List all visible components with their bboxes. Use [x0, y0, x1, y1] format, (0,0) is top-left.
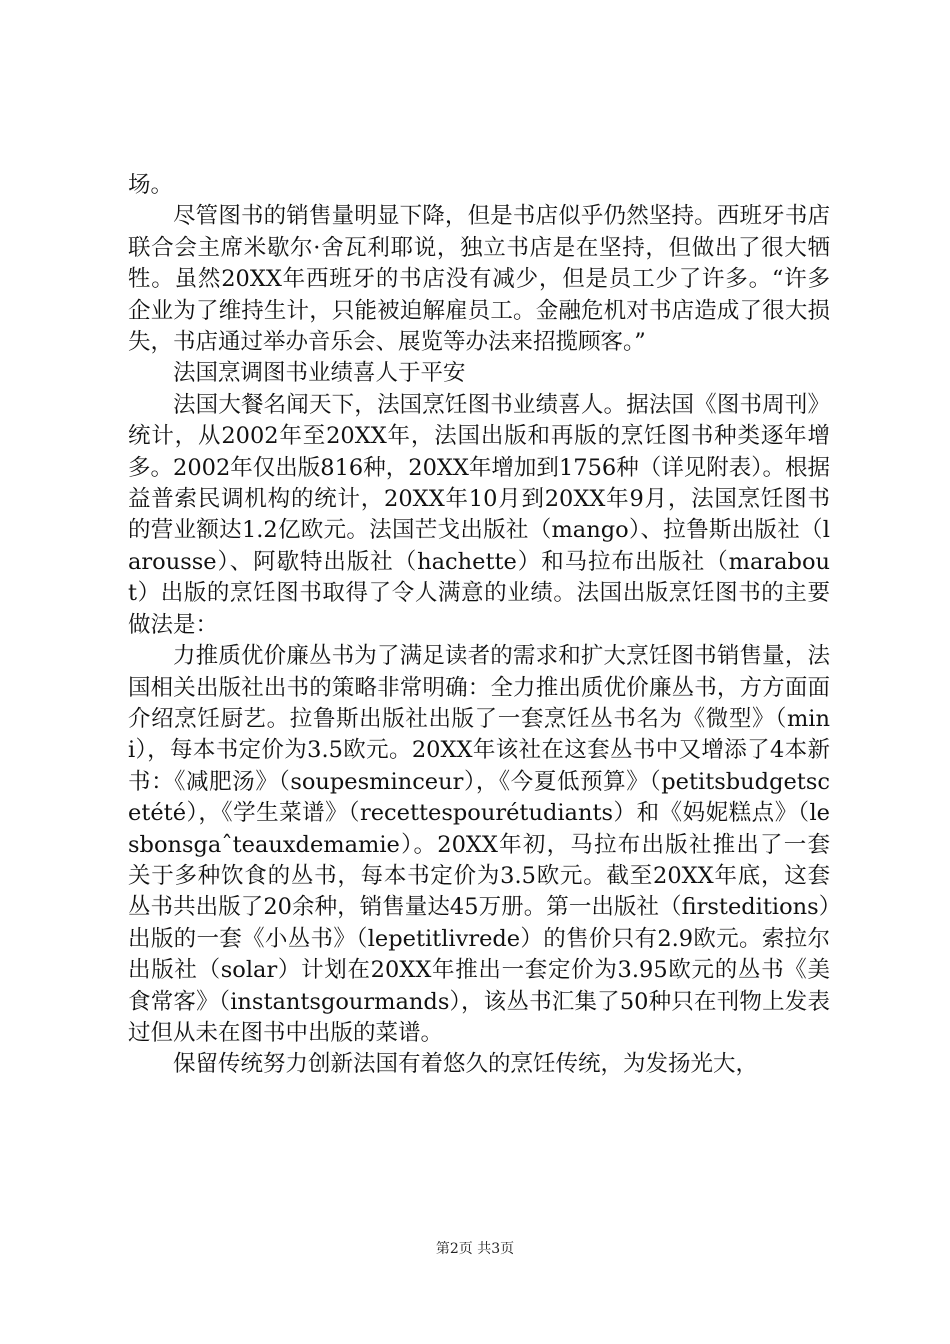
page-footer: 第2页 共3页	[435, 1241, 515, 1257]
document-body	[128, 170, 830, 1081]
section-heading-french-cookbooks: 法国烹调图书业绩喜人于平安	[173, 360, 466, 387]
paragraph-continuation: 场。	[128, 172, 174, 198]
paragraph-tradition-innovation: 保留传统努力创新法国有着悠久的烹饪传统，为发扬光大，	[173, 1051, 759, 1078]
paragraph-spanish-bookstores: 尽管图书的销售量明显下降，但是书店似乎仍然坚持。西班牙书店联合会主席米歇尔·舍瓦利耶说，独立书店是在坚持，但做出了很大牺牲。虽然20XX年西班牙的书店没有减少，但是员工少了许多。“许多企业为了维持生计，只能被迫解雇员工。金融危机对书店造成了很大损失，书店通过举办音乐会、展览等办法来招揽顾客。”	[128, 203, 830, 356]
paragraph-french-cuisine: 法国大餐名闻天下，法国烹饪图书业绩喜人。据法国《图书周刊》统计，从2002年至20XX年，法国出版和再版的烹饪图书种类逐年增多。2002年仅出版816种，20XX年增加到1756种（详见附表）。根据益普索民调机构的统计，20XX年10月到20XX年9月，法国烹饪图书的营业额达1.2亿欧元。法国芒戈出版社（mango）、拉鲁斯出版社（larousse）、阿歇特出版社（hachette）和马拉布出版社（marabout）出版的烹饪图书取得了令人满意的业绩。法国出版烹饪图书的主要做法是：	[128, 391, 830, 638]
paragraph-affordable-series: 力推质优价廉丛书为了满足读者的需求和扩大烹饪图书销售量，法国相关出版社出书的策略非常明确：全力推出质优价廉丛书，方方面面介绍烹饪厨艺。拉鲁斯出版社出版了一套烹饪丛书名为《微型》（mini），每本书定价为3.5欧元。20XX年该社在这套丛书中又增添了4本新书：《减肥汤》（soupesminceur），《今夏低预算》（petitsbudgetscetété），《学生菜谱》（recettespourétudiants）和《妈妮糕点》（lesbonsgaˆteauxdemamie）。20XX年初，马拉布出版社推出了一套关于多种饮食的丛书，每本书定价为3.5欧元。截至20XX年底，这套丛书共出版了20余种，销售量达45万册。第一出版社（firsteditions）出版的一套《小丛书》（lepetitlivrede）的售价只有2.9欧元。索拉尔出版社（solar）计划在20XX年推出一套定价为3.95欧元的丛书《美食常客》（instantsgourmands），该丛书汇集了50种只在刊物上发表过但从未在图书中出版的菜谱。	[128, 643, 830, 1046]
